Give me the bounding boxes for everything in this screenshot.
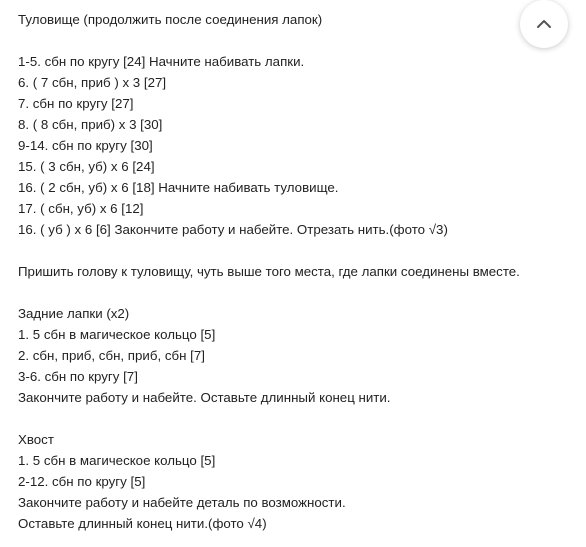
instruction-line: Оставьте длинный конец нити.(фото √4) [18, 516, 267, 531]
instruction-line: 16. ( 2 сбн, уб) х 6 [18] Начните набивать туловище. [18, 180, 339, 195]
instruction-line: Закончите работу и набейте. Оставьте длинный конец нити. [18, 390, 391, 405]
section-title-hind-legs: Задние лапки (х2) [18, 306, 130, 321]
instruction-line: 9-14. сбн по кругу [30] [18, 138, 153, 153]
chevron-up-icon [534, 14, 554, 34]
blank-line [18, 282, 518, 303]
blank-line [18, 30, 518, 51]
instruction-line: 17. ( сбн, уб) х 6 [12] [18, 201, 144, 216]
instruction-line: 7. сбн по кругу [27] [18, 96, 134, 111]
section-title-body: Туловище (продолжить после соединения лапок) [18, 12, 323, 27]
instruction-line: 15. ( 3 сбн, уб) х 6 [24] [18, 159, 155, 174]
instruction-line: 3-6. сбн по кругу [7] [18, 369, 138, 384]
document-body [18, 9, 518, 534]
scroll-to-top-button[interactable] [520, 0, 568, 48]
blank-line [18, 408, 518, 429]
section-title-tail: Хвост [18, 432, 54, 447]
instruction-line: 2. сбн, приб, сбн, приб, сбн [7] [18, 348, 205, 363]
instruction-line: 1-5. сбн по кругу [24] Начните набивать лапки. [18, 54, 305, 69]
instruction-line: Закончите работу и набейте деталь по возможности. [18, 495, 346, 510]
instruction-line: Пришить голову к туловищу, чуть выше того места, где лапки соединены вместе. [18, 264, 520, 279]
instruction-line: 1. 5 сбн в магическое кольцо [5] [18, 327, 216, 342]
instruction-line: 16. ( уб ) х 6 [6] Закончите работу и набейте. Отрезать нить.(фото √3) [18, 222, 448, 237]
instruction-line: 8. ( 8 сбн, приб) х 3 [30] [18, 117, 163, 132]
instruction-line: 1. 5 сбн в магическое кольцо [5] [18, 453, 216, 468]
instruction-line: 2-12. сбн по кругу [5] [18, 474, 146, 489]
blank-line [18, 240, 518, 261]
instruction-line: 6. ( 7 сбн, приб ) х 3 [27] [18, 75, 167, 90]
